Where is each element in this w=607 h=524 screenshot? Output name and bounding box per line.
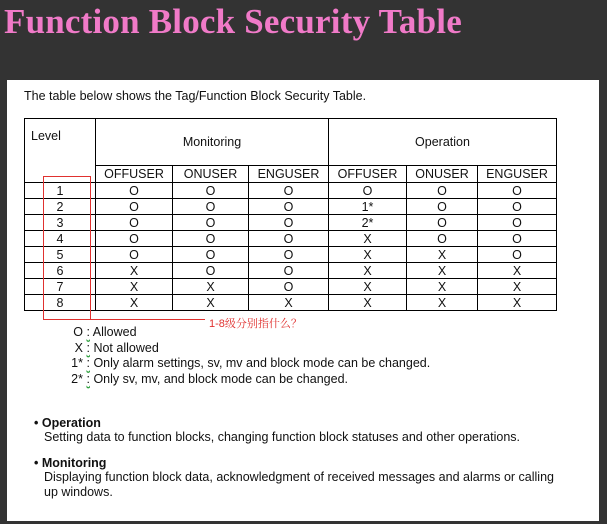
permission-cell: O bbox=[249, 199, 329, 215]
permission-cell: O bbox=[478, 231, 557, 247]
level-cell: 4 bbox=[25, 231, 96, 247]
level-cell: 5 bbox=[25, 247, 96, 263]
legend-text: Allowed bbox=[92, 325, 137, 339]
permission-cell: O bbox=[478, 183, 557, 199]
level-cell: 6 bbox=[25, 263, 96, 279]
legend-item bbox=[59, 341, 430, 357]
definition-body: Displaying function block data, acknowledgment of received messages and alarms or calling up windows. bbox=[44, 469, 554, 499]
permission-cell: X bbox=[249, 295, 329, 311]
bullet-icon: • bbox=[34, 416, 39, 430]
table-row bbox=[25, 231, 557, 247]
permission-cell: 1* bbox=[329, 199, 407, 215]
column-header: ONUSER bbox=[407, 166, 478, 183]
legend-item bbox=[59, 356, 430, 372]
permission-cell: X bbox=[329, 247, 407, 263]
table-body bbox=[25, 183, 557, 311]
legend-symbol: X bbox=[74, 340, 83, 355]
permission-cell: X bbox=[407, 295, 478, 311]
table-row bbox=[25, 183, 557, 199]
permission-cell: X bbox=[478, 263, 557, 279]
legend-sep: : bbox=[86, 371, 90, 386]
permission-cell: O bbox=[96, 247, 173, 263]
column-header: ENGUSER bbox=[249, 166, 329, 183]
legend-symbol: 1* bbox=[71, 356, 83, 370]
permission-cell: O bbox=[173, 231, 249, 247]
permission-cell: X bbox=[96, 279, 173, 295]
permission-cell: O bbox=[96, 231, 173, 247]
level-cell: 7 bbox=[25, 279, 96, 295]
permission-cell: X bbox=[407, 279, 478, 295]
table-row bbox=[25, 279, 557, 295]
legend-sep: : bbox=[86, 340, 90, 355]
permission-cell: O bbox=[329, 183, 407, 199]
permission-cell: O bbox=[173, 215, 249, 231]
table-row bbox=[25, 199, 557, 215]
permission-cell: O bbox=[478, 199, 557, 215]
permission-cell: O bbox=[173, 199, 249, 215]
definitions bbox=[34, 416, 564, 511]
permission-cell: X bbox=[478, 279, 557, 295]
permission-cell: O bbox=[96, 183, 173, 199]
permission-cell: X bbox=[173, 295, 249, 311]
permission-cell: O bbox=[407, 231, 478, 247]
annotation-text: 1-8级分别指什么？ bbox=[209, 318, 302, 330]
permission-cell: 2* bbox=[329, 215, 407, 231]
legend bbox=[59, 325, 430, 387]
table-row bbox=[25, 247, 557, 263]
table-group-header bbox=[25, 119, 557, 166]
permission-cell: O bbox=[96, 199, 173, 215]
group-monitoring: Monitoring bbox=[96, 119, 329, 166]
permission-cell: X bbox=[478, 295, 557, 311]
bullet-icon: • bbox=[34, 455, 39, 470]
legend-symbol: 2* bbox=[71, 371, 83, 386]
permission-cell: X bbox=[173, 279, 249, 295]
level-cell: 2 bbox=[25, 199, 96, 215]
legend-sep: : bbox=[86, 325, 90, 339]
permission-cell: X bbox=[329, 279, 407, 295]
permission-cell: X bbox=[329, 295, 407, 311]
permission-cell: O bbox=[173, 183, 249, 199]
permission-cell: O bbox=[249, 279, 329, 295]
permission-cell: X bbox=[329, 263, 407, 279]
table-row bbox=[25, 263, 557, 279]
permission-cell: O bbox=[96, 215, 173, 231]
level-cell: 1 bbox=[25, 183, 96, 199]
definition-body: Setting data to function blocks, changing function block statuses and other operations. bbox=[44, 430, 521, 444]
level-cell: 3 bbox=[25, 215, 96, 231]
permission-cell: O bbox=[249, 231, 329, 247]
legend-text: Not allowed bbox=[93, 340, 159, 355]
page-title: Function Block Security Table bbox=[4, 2, 462, 41]
definition-heading: Monitoring bbox=[41, 455, 107, 470]
legend-sep: : bbox=[86, 356, 90, 370]
legend-item bbox=[59, 372, 430, 388]
permission-cell: O bbox=[249, 215, 329, 231]
annotation-box bbox=[43, 176, 91, 320]
definition-heading: Operation bbox=[41, 416, 101, 430]
column-header: OFFUSER bbox=[329, 166, 407, 183]
permission-cell: O bbox=[407, 183, 478, 199]
permission-cell: O bbox=[478, 247, 557, 263]
permission-cell: O bbox=[407, 215, 478, 231]
legend-text: Only sv, mv, and block mode can be changed. bbox=[93, 371, 348, 386]
level-header: Level bbox=[25, 119, 96, 183]
intro-text: The table below shows the Tag/Function Block Security Table. bbox=[24, 89, 367, 103]
permission-cell: O bbox=[407, 199, 478, 215]
column-header: OFFUSER bbox=[96, 166, 173, 183]
permission-cell: X bbox=[407, 247, 478, 263]
permission-cell: X bbox=[407, 263, 478, 279]
permission-cell: O bbox=[173, 247, 249, 263]
group-operation: Operation bbox=[329, 119, 557, 166]
table-column-header bbox=[25, 166, 557, 183]
legend-text: Only alarm settings, sv, mv and block mode can be changed. bbox=[93, 356, 431, 370]
permission-cell: O bbox=[249, 183, 329, 199]
table-row bbox=[25, 295, 557, 311]
level-cell: 8 bbox=[25, 295, 96, 311]
definition-monitoring bbox=[34, 456, 564, 501]
permission-cell: O bbox=[249, 263, 329, 279]
permission-cell: X bbox=[96, 263, 173, 279]
permission-cell: O bbox=[173, 263, 249, 279]
table-row bbox=[25, 215, 557, 231]
permission-cell: X bbox=[96, 295, 173, 311]
permission-cell: O bbox=[249, 247, 329, 263]
definition-operation bbox=[34, 416, 564, 446]
legend-symbol: O bbox=[73, 325, 83, 339]
annotation-line bbox=[89, 319, 205, 320]
security-table bbox=[24, 118, 557, 311]
permission-cell: O bbox=[478, 215, 557, 231]
column-header: ENGUSER bbox=[478, 166, 557, 183]
permission-cell: X bbox=[329, 231, 407, 247]
legend-item bbox=[59, 325, 430, 341]
document-page bbox=[7, 80, 599, 521]
column-header: ONUSER bbox=[173, 166, 249, 183]
